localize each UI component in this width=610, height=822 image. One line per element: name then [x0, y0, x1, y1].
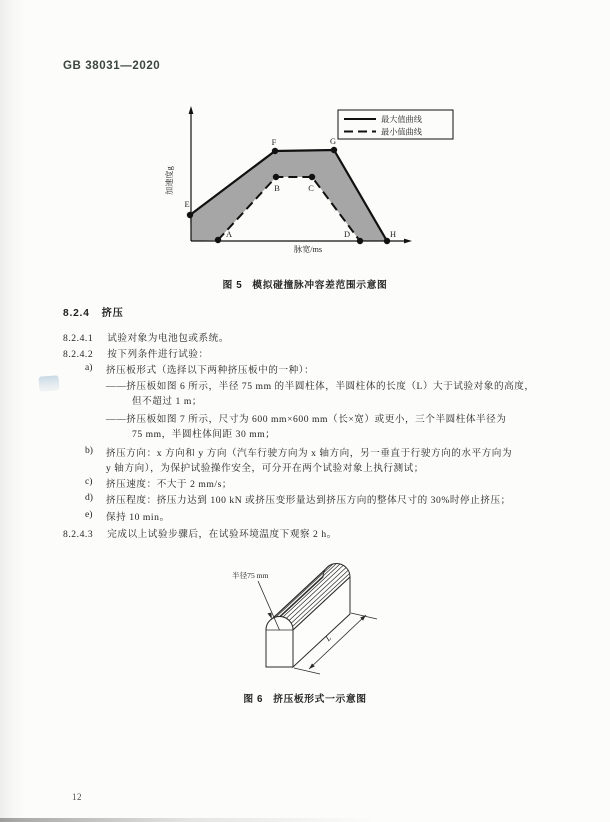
x-axis-arrow-icon: [404, 239, 412, 244]
figure6-caption-text: 挤压板形式一示意图: [273, 694, 367, 705]
radius-label: 半径75 mm: [232, 571, 269, 580]
clause-8243: [63, 526, 337, 540]
figure5-caption-text: 模拟碰撞脉冲容差范围示意图: [252, 280, 388, 291]
label-G: G: [329, 137, 337, 146]
figure6-caption-label: 图 6: [243, 694, 264, 705]
x-axis-label: 脉宽/ms: [293, 245, 323, 254]
point-C: [309, 174, 315, 180]
clause-8242-number: 8.2.4.2: [63, 349, 94, 360]
clause-8241: [63, 330, 229, 344]
dash-item1-line1: ——挤压板如图 6 所示，半径 75 mm 的半圆柱体，半圆柱体的长度（L）大于试验对象的高度，: [106, 381, 535, 392]
figure5-caption-label: 图 5: [222, 280, 243, 291]
dim-extension-bottom: [294, 668, 320, 674]
scan-bottom-artifact: [0, 818, 420, 822]
label-A: A: [225, 230, 233, 239]
section-heading: [63, 304, 124, 319]
clause-8242-text: 按下列条件进行试验：: [107, 349, 209, 360]
page-number: 12: [72, 792, 82, 802]
legend-max-label: 最大值曲线: [381, 115, 422, 124]
section-heading-number: 8.2.4: [63, 308, 90, 319]
standard-number-header: GB 38031—2020: [63, 60, 161, 72]
figure5-chart: [150, 100, 470, 275]
legend-min-label: 最小值曲线: [381, 127, 422, 137]
item-c-label: c): [85, 476, 93, 487]
item-b-line1: 挤压方向：x 方向和 y 方向（汽车行驶方向为 x 轴方向，另一垂直于行驶方向的水平方向为: [106, 448, 513, 459]
clause-8243-text: 完成以上试验步骤后，在试验环境温度下观察 2 h。: [107, 529, 337, 540]
point-B: [273, 174, 279, 180]
watermark-smudge: [39, 375, 60, 391]
point-E: [187, 212, 193, 218]
figure6-caption: [0, 691, 610, 705]
y-axis-label: 加速度g: [165, 166, 174, 195]
label-B: B: [274, 184, 280, 193]
section-heading-title: 挤压: [101, 308, 124, 319]
label-H: H: [389, 230, 397, 239]
tolerance-band: [190, 150, 387, 241]
item-e-text: 保持 10 min。: [106, 512, 170, 523]
clause-8241-text: 试验对象为电池包或系统。: [107, 333, 229, 344]
dash-item2-line1: ——挤压板如图 7 所示，尺寸为 600 mm×600 mm（长×宽）或更小，三个半圆柱体半径为: [106, 414, 507, 425]
item-c-text: 挤压速度：不大于 2 mm/s；: [106, 479, 233, 490]
item-d-label: d): [85, 492, 93, 503]
clause-8242: [63, 346, 209, 360]
figure6-drawing: [208, 553, 388, 688]
label-F: F: [271, 138, 277, 147]
clause-8243-number: 8.2.4.3: [63, 529, 94, 540]
dash-item2-line2: 75 mm，半圆柱体间距 30 mm；: [132, 429, 276, 440]
point-G: [331, 147, 337, 153]
point-A: [215, 237, 221, 243]
radius-arrow-icon: [267, 613, 271, 619]
length-label: L: [323, 633, 333, 643]
label-E: E: [184, 200, 190, 209]
crush-plate-front-face: [266, 617, 293, 668]
item-b-label: b): [85, 445, 93, 456]
label-C: C: [308, 184, 314, 193]
point-F: [272, 148, 278, 154]
clause-8241-number: 8.2.4.1: [63, 333, 94, 344]
dash-item1-line2: 但不超过 1 m；: [132, 396, 202, 407]
label-D: D: [343, 230, 351, 239]
item-b-line2: y 轴方向），为保护试验操作安全，可分开在两个试验对象上执行测试；: [106, 463, 424, 474]
item-e-label: e): [85, 509, 93, 520]
item-a-label: a): [85, 362, 93, 373]
item-d-text: 挤压程度：挤压力达到 100 kN 或挤压变形量达到挤压方向的整体尺寸的 30%时停止挤压；: [106, 495, 511, 506]
point-D: [357, 238, 363, 244]
item-a-text: 挤压板形式（选择以下两种挤压板中的一种）：: [106, 365, 315, 376]
y-axis-arrow-icon: [189, 106, 194, 114]
figure5-caption: [0, 277, 610, 291]
